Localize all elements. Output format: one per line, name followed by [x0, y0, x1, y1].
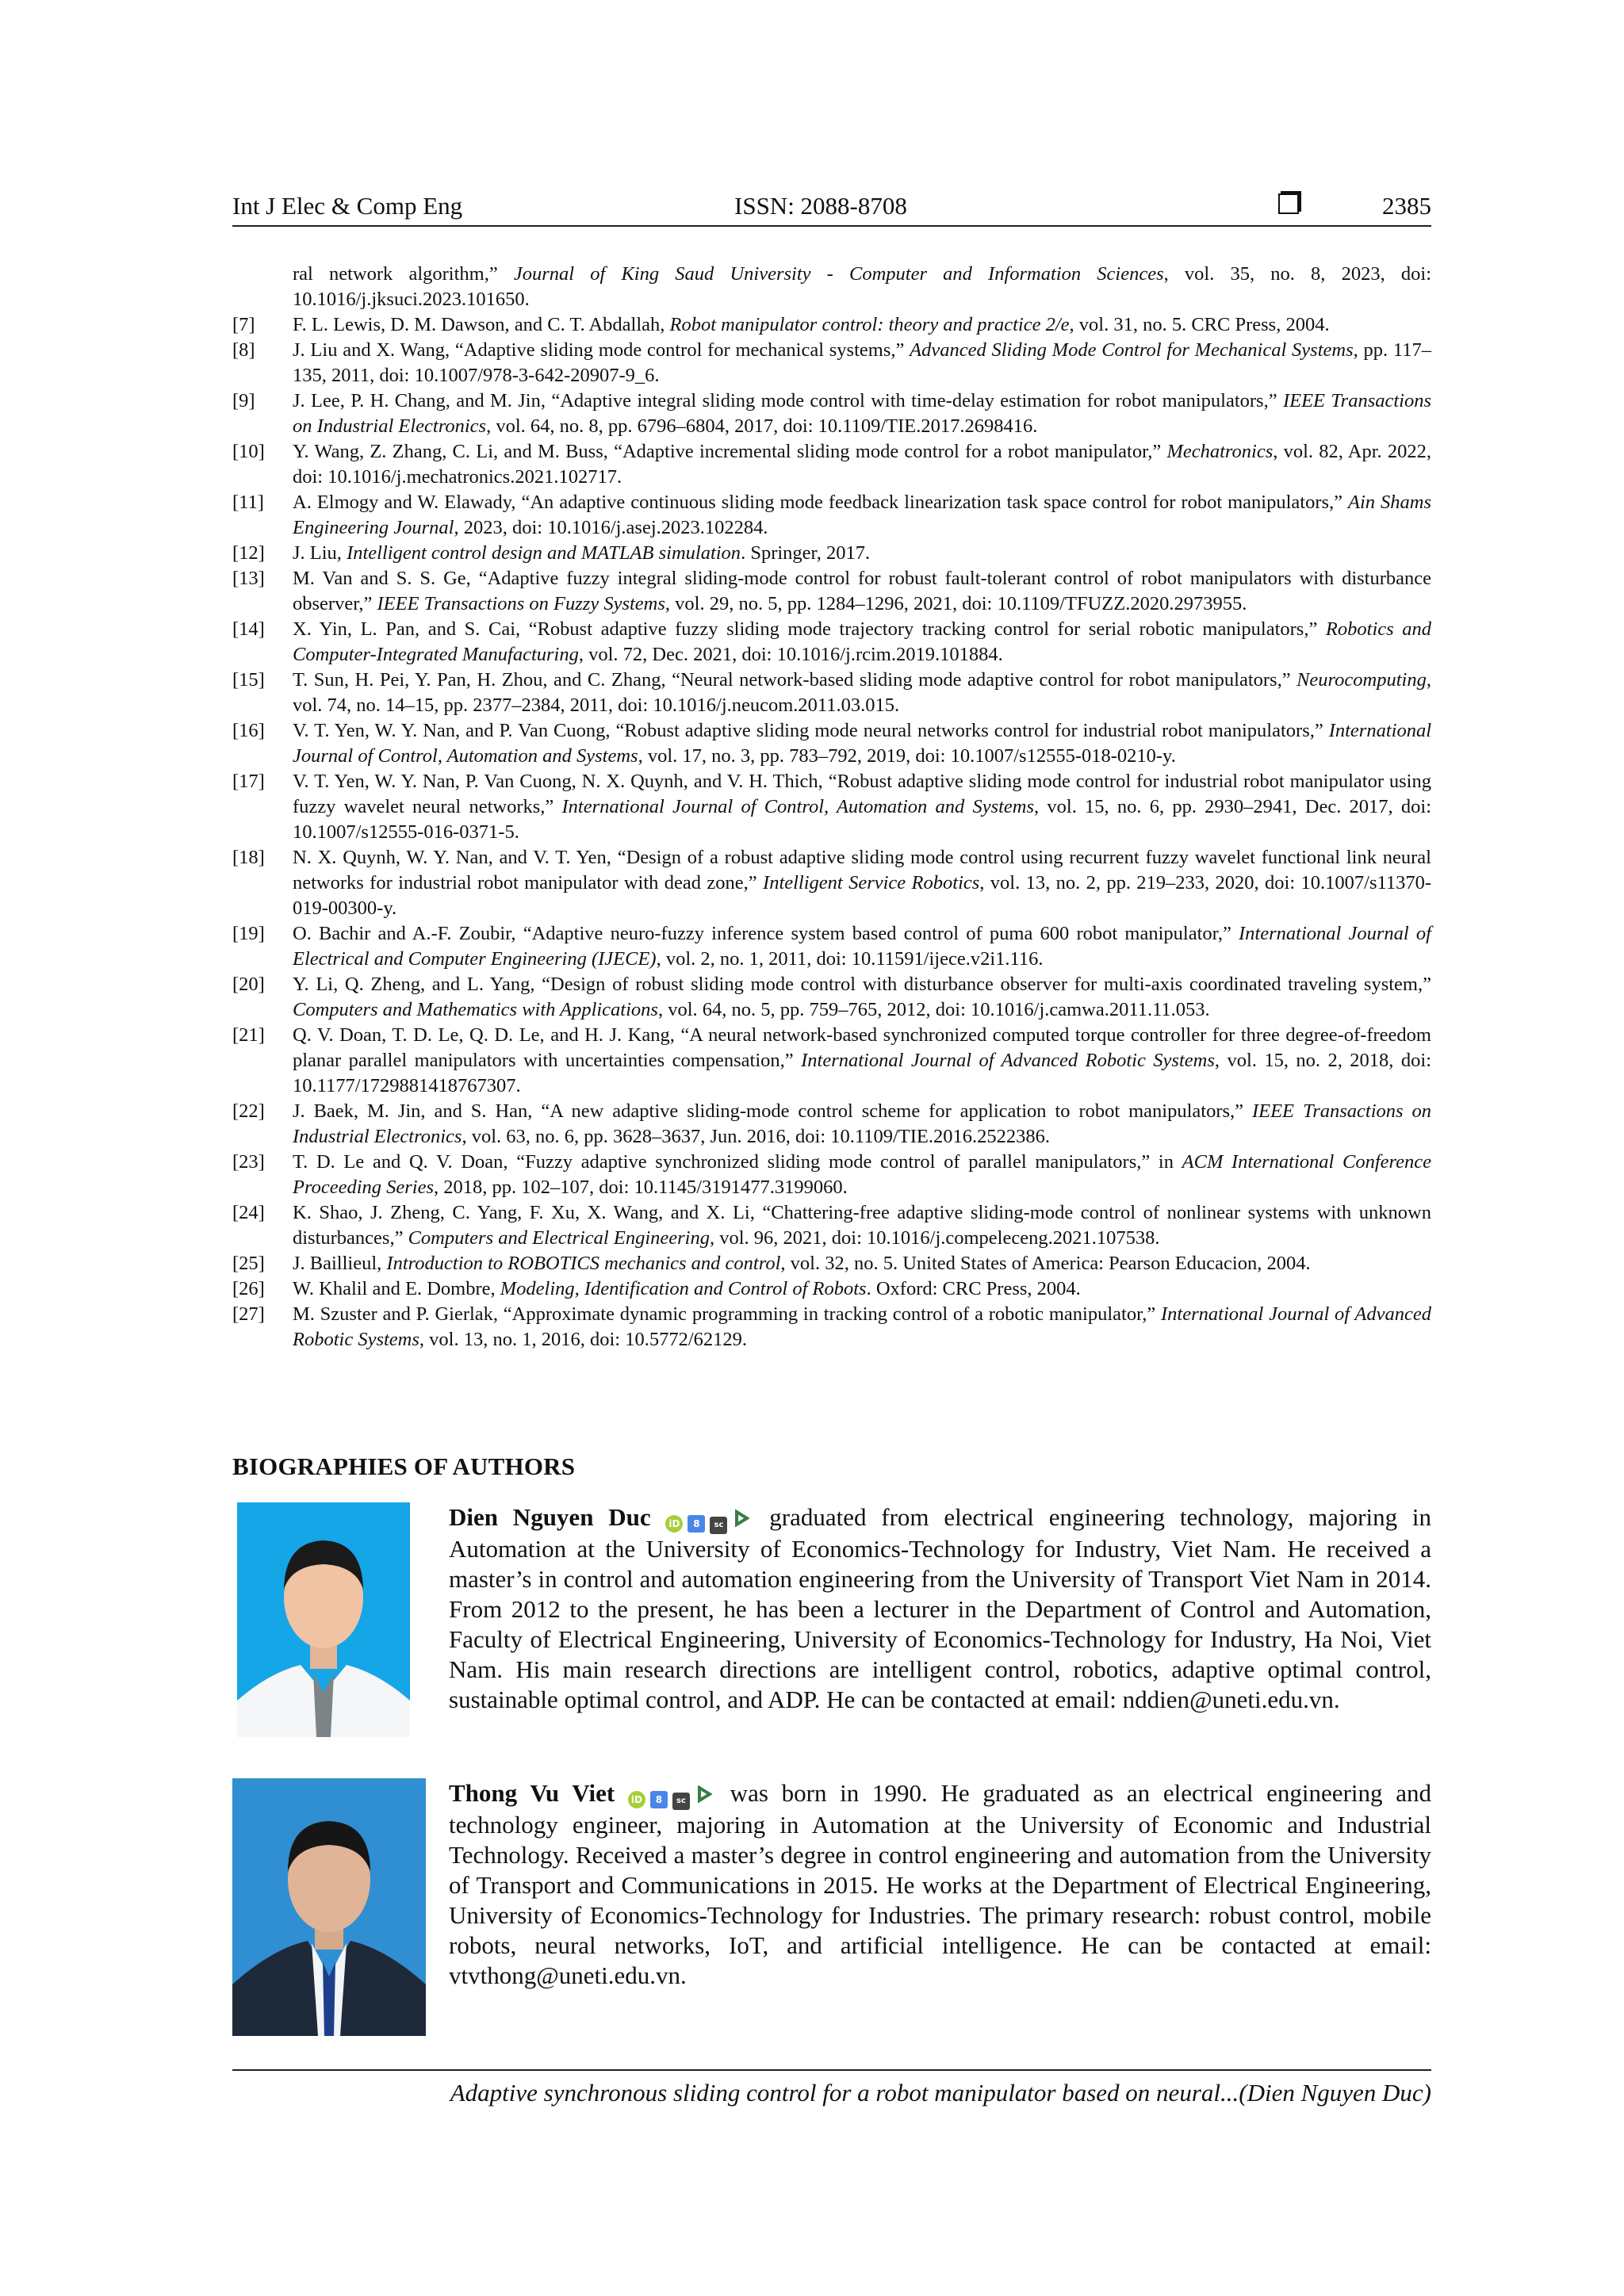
- reference-authors-title: Q. V. Doan, T. D. Le, Q. D. Le, and H. J. Kang, “A neural network-based synchronized computed torque controller for three degree-of-freedom planar parallel manipulators with uncertainties compensation,”: [293, 1024, 1431, 1071]
- google-scholar-icon[interactable]: 8: [688, 1515, 705, 1533]
- reference-details: , vol. 64, no. 8, pp. 6796–6804, 2017, doi: 10.1109/TIE.2017.2698416.: [486, 415, 1038, 437]
- reference-item: [232, 1302, 1431, 1353]
- reference-venue: International Journal of Control, Automation and Systems: [293, 720, 1431, 767]
- reference-venue: Ain Shams Engineering Journal: [293, 492, 1432, 538]
- reference-details: , vol. 32, no. 5. United States of America: Pearson Educacion, 2004.: [780, 1253, 1311, 1274]
- reference-item: [232, 972, 1431, 1023]
- reference-details: , vol. 13, no. 1, 2016, doi: 10.5772/62129.: [419, 1329, 748, 1350]
- reference-authors-title: M. Szuster and P. Gierlak, “Approximate dynamic programming in tracking control of a robotic manipulator,”: [293, 1303, 1162, 1325]
- reference-details: , vol. 74, no. 14–15, pp. 2377–2384, 2011, doi: 10.1016/j.neucom.2011.03.015.: [293, 669, 1431, 716]
- reference-number: [22]: [232, 1100, 265, 1122]
- orcid-icon[interactable]: iD: [628, 1791, 645, 1808]
- author-photo: [232, 1778, 426, 2036]
- reference-venue: ACM International Conference Proceeding Series: [293, 1151, 1432, 1198]
- reference-authors-title: T. D. Le and Q. V. Doan, “Fuzzy adaptive synchronized sliding mode control of parallel manipulators,” in: [293, 1151, 1182, 1173]
- reference-item: [232, 439, 1431, 490]
- reference-details: , vol. 29, no. 5, pp. 1284–1296, 2021, doi: 10.1109/TFUZZ.2020.2973955.: [665, 593, 1247, 614]
- reference-details: , vol. 72, Dec. 2021, doi: 10.1016/j.rcim.2019.101884.: [578, 644, 1003, 665]
- reference-item: [232, 312, 1431, 338]
- orcid-icon[interactable]: iD: [665, 1515, 683, 1533]
- reference-venue: Neurocomputing: [1297, 669, 1427, 691]
- page-number: 2385: [1382, 192, 1431, 220]
- issn: ISSN: 2088-8708: [734, 192, 907, 220]
- reference-authors-title: J. Liu and X. Wang, “Adaptive sliding mode control for mechanical systems,”: [293, 339, 910, 361]
- reference-details: , vol. 31, no. 5. CRC Press, 2004.: [1069, 314, 1330, 335]
- author-description: was born in 1990. He graduated as an electrical engineering and technology engineer, majoring in Automation at the University of Economic and Industrial Technology. Received a master’s degree in control engineering and automation from the University of Transport and Communications in 2015. He works at the Department of Electrical Engineering, University of Economics-Technology for Industries. The primary research: robust control, mobile robots, neural networks, IoT, and artificial intelligence. He can be contacted at email: vtvthong@uneti.edu.vn.: [449, 1779, 1431, 1989]
- section-heading: BIOGRAPHIES OF AUTHORS: [232, 1452, 576, 1480]
- reference-number: [12]: [232, 542, 265, 564]
- reference-item: [232, 1150, 1431, 1200]
- author-name: Thong Vu Viet: [449, 1779, 615, 1807]
- reference-number: [19]: [232, 923, 265, 944]
- reference-venue: IEEE Transactions on Fuzzy Systems: [377, 593, 665, 614]
- reference-details: , vol. 15, no. 2, 2018, doi: 10.1177/1729881418767307.: [293, 1050, 1431, 1096]
- publons-icon[interactable]: [732, 1510, 749, 1527]
- reference-item: [232, 1023, 1431, 1099]
- reference-authors-title: V. T. Yen, W. Y. Nan, and P. Van Cuong, “Robust adaptive sliding mode neural networks control for industrial robot manipulators,”: [293, 720, 1329, 741]
- reference-details: , vol. 15, no. 6, pp. 2930–2941, Dec. 2017, doi: 10.1007/s12555-016-0371-5.: [293, 796, 1431, 843]
- reference-authors-title: X. Yin, L. Pan, and S. Cai, “Robust adaptive fuzzy sliding mode trajectory tracking control for serial robotic manipulators,”: [293, 618, 1326, 640]
- reference-details: , vol. 17, no. 3, pp. 783–792, 2019, doi: 10.1007/s12555-018-0210-y.: [638, 745, 1176, 767]
- reference-authors-title: Y. Li, Q. Zheng, and L. Yang, “Design of robust sliding mode control with disturbance observer for multi-axis coordinated traveling system,”: [293, 974, 1431, 995]
- google-scholar-icon[interactable]: 8: [650, 1791, 668, 1808]
- reference-item: [232, 617, 1431, 668]
- author-photo: [237, 1502, 410, 1737]
- reference-number: [11]: [232, 492, 264, 513]
- reference-details: , vol. 82, Apr. 2022, doi: 10.1016/j.mechatronics.2021.102717.: [293, 441, 1431, 488]
- reference-venue: Introduction to ROBOTICS mechanics and control: [386, 1253, 781, 1274]
- reference-number: [10]: [232, 441, 265, 462]
- reference-authors-title: K. Shao, J. Zheng, C. Yang, F. Xu, X. Wang, and X. Li, “Chattering-free adaptive sliding-mode control of nonlinear systems with unknown disturbances,”: [293, 1202, 1431, 1249]
- reference-venue: Computers and Electrical Engineering: [408, 1227, 710, 1249]
- journal-name: Int J Elec & Comp Eng: [232, 192, 463, 220]
- reference-item: [232, 338, 1431, 388]
- running-header: [232, 189, 1431, 227]
- reference-details: , pp. 117–135, 2011, doi: 10.1007/978-3-642-20907-9_6.: [293, 339, 1432, 386]
- reference-number: [21]: [232, 1024, 265, 1046]
- reference-authors-title: J. Baek, M. Jin, and S. Han, “A new adaptive sliding-mode control scheme for application to robot manipulators,”: [293, 1100, 1252, 1122]
- reference-item: [232, 262, 1431, 312]
- reference-details: , vol. 2, no. 1, 2011, doi: 10.11591/ijece.v2i1.116.: [656, 948, 1044, 970]
- publons-icon[interactable]: [695, 1785, 712, 1803]
- reference-details: . Springer, 2017.: [741, 542, 871, 564]
- reference-venue: Intelligent Service Robotics: [763, 872, 980, 894]
- reference-venue: Intelligent control design and MATLAB simulation: [347, 542, 741, 564]
- reference-item: [232, 769, 1431, 845]
- reference-number: [23]: [232, 1151, 265, 1173]
- running-footer: [232, 2069, 1431, 2107]
- reference-number: [18]: [232, 847, 265, 868]
- square-icon: [1278, 193, 1299, 214]
- footer-title: Adaptive synchronous sliding control for a robot manipulator based on neural...(Dien Nguyen Duc): [450, 2079, 1431, 2107]
- reference-item: [232, 1276, 1431, 1302]
- reference-number: [8]: [232, 339, 255, 361]
- reference-number: [26]: [232, 1278, 265, 1299]
- reference-number: [15]: [232, 669, 265, 691]
- reference-details: , vol. 35, no. 8, 2023, doi: 10.1016/j.jksuci.2023.101650.: [293, 263, 1431, 310]
- reference-details: , 2018, pp. 102–107, doi: 10.1145/3191477.3199060.: [434, 1177, 848, 1198]
- reference-authors-title: N. X. Quynh, W. Y. Nan, and V. T. Yen, “Design of a robust adaptive sliding mode control using recurrent fuzzy wavelet functional link neural networks for industrial robot manipulator with dead zone,”: [293, 847, 1431, 894]
- reference-details: , vol. 63, no. 6, pp. 3628–3637, Jun. 2016, doi: 10.1109/TIE.2016.2522386.: [462, 1126, 1051, 1147]
- reference-item: [232, 718, 1431, 769]
- reference-authors-title: J. Liu,: [293, 542, 347, 564]
- reference-item: [232, 541, 1431, 566]
- reference-authors-title: V. T. Yen, W. Y. Nan, P. Van Cuong, N. X. Quynh, and V. H. Thich, “Robust adaptive sliding mode control for industrial robot manipulator using fuzzy wavelet neural networks,”: [293, 771, 1431, 817]
- reference-venue: Modeling, Identification and Control of Robots: [500, 1278, 867, 1299]
- reference-item: [232, 566, 1431, 617]
- reference-details: . Oxford: CRC Press, 2004.: [866, 1278, 1081, 1299]
- reference-item: [232, 668, 1431, 718]
- reference-venue: International Journal of Electrical and Computer Engineering (IJECE): [293, 923, 1431, 970]
- reference-venue: International Journal of Advanced Robotic Systems: [801, 1050, 1215, 1071]
- reference-authors-title: M. Van and S. S. Ge, “Adaptive fuzzy integral sliding-mode control for robust fault-tolerant control of robot manipulators with disturbance observer,”: [293, 568, 1431, 614]
- reference-number: [20]: [232, 974, 265, 995]
- reference-venue: Mechatronics: [1166, 441, 1274, 462]
- reference-number: [24]: [232, 1202, 265, 1223]
- reference-number: [7]: [232, 314, 255, 335]
- reference-number: [14]: [232, 618, 265, 640]
- reference-authors-title: W. Khalil and E. Dombre,: [293, 1278, 500, 1299]
- reference-details: , vol. 64, no. 5, pp. 759–765, 2012, doi: 10.1016/j.camwa.2011.11.053.: [657, 999, 1210, 1020]
- reference-details: , vol. 13, no. 2, pp. 219–233, 2020, doi: 10.1007/s11370-019-00300-y.: [293, 872, 1431, 919]
- reference-venue: Robotics and Computer-Integrated Manufacturing: [293, 618, 1431, 665]
- reference-number: [25]: [232, 1253, 265, 1274]
- reference-authors-title: J. Lee, P. H. Chang, and M. Jin, “Adaptive integral sliding mode control with time-delay estimation for robot manipulators,”: [293, 390, 1283, 411]
- reference-venue: IEEE Transactions on Industrial Electronics: [293, 390, 1432, 437]
- author-bio-text: [449, 1502, 1431, 1715]
- reference-item: [232, 1200, 1431, 1251]
- reference-details: , vol. 96, 2021, doi: 10.1016/j.compeleceng.2021.107538.: [709, 1227, 1160, 1249]
- reference-item: [232, 921, 1431, 972]
- reference-details: , 2023, doi: 10.1016/j.asej.2023.102284.: [454, 517, 768, 538]
- reference-venue: IEEE Transactions on Industrial Electronics: [293, 1100, 1431, 1147]
- reference-number: [9]: [232, 390, 255, 411]
- reference-number: [16]: [232, 720, 265, 741]
- author-bio-text: [449, 1778, 1431, 1991]
- scopus-icon[interactable]: sc: [710, 1517, 727, 1534]
- scopus-icon[interactable]: sc: [672, 1793, 690, 1810]
- reference-item: [232, 388, 1431, 439]
- reference-item: [232, 1251, 1431, 1276]
- reference-number: [27]: [232, 1303, 265, 1325]
- reference-venue: Robot manipulator control: theory and practice 2/e: [669, 314, 1070, 335]
- reference-number: [13]: [232, 568, 265, 589]
- reference-venue: International Journal of Control, Automation and Systems: [561, 796, 1035, 817]
- reference-venue: Computers and Mathematics with Applications: [293, 999, 658, 1020]
- reference-authors-title: A. Elmogy and W. Elawady, “An adaptive continuous sliding mode feedback linearization task space control for robot manipulators,”: [293, 492, 1349, 513]
- reference-authors-title: T. Sun, H. Pei, Y. Pan, H. Zhou, and C. Zhang, “Neural network-based sliding mode adaptive control for robot manipulators,”: [293, 669, 1297, 691]
- reference-venue: Advanced Sliding Mode Control for Mechanical Systems: [910, 339, 1354, 361]
- author-bio-1: [232, 1502, 1431, 1740]
- reference-venue: Journal of King Saud University - Computer and Information Sciences: [513, 263, 1164, 285]
- reference-authors-title: Y. Wang, Z. Zhang, C. Li, and M. Buss, “Adaptive incremental sliding mode control for a robot manipulator,”: [293, 441, 1167, 462]
- reference-authors-title: J. Baillieul,: [293, 1253, 387, 1274]
- reference-authors-title: F. L. Lewis, D. M. Dawson, and C. T. Abdallah,: [293, 314, 670, 335]
- reference-venue: International Journal of Advanced Robotic Systems: [293, 1303, 1431, 1350]
- reference-item: [232, 845, 1431, 921]
- reference-number: [17]: [232, 771, 265, 792]
- reference-authors-title: ral network algorithm,”: [293, 263, 514, 285]
- references-list: [232, 262, 1431, 1353]
- reference-authors-title: O. Bachir and A.-F. Zoubir, “Adaptive neuro-fuzzy inference system based control of puma 600 robot manipulator,”: [293, 923, 1239, 944]
- author-bio-2: [232, 1778, 1431, 2040]
- author-description: graduated from electrical engineering technology, majoring in Automation at the University of Economics-Technology for Industry, Viet Nam. He received a master’s in control and automation engineering from the University of Transport Viet Nam in 2014. From 2012 to the present, he has been a lecturer in the Department of Control and Automation, Faculty of Electrical Engineering, University of Economics-Technology for Industry, Ha Noi, Viet Nam. His main research directions are intelligent control, robotics, adaptive optimal control, sustainable optimal control, and ADP. He can be contacted at email: nddien@uneti.edu.vn.: [449, 1503, 1432, 1713]
- reference-item: [232, 490, 1431, 541]
- reference-item: [232, 1099, 1431, 1150]
- author-name: Dien Nguyen Duc: [449, 1503, 651, 1531]
